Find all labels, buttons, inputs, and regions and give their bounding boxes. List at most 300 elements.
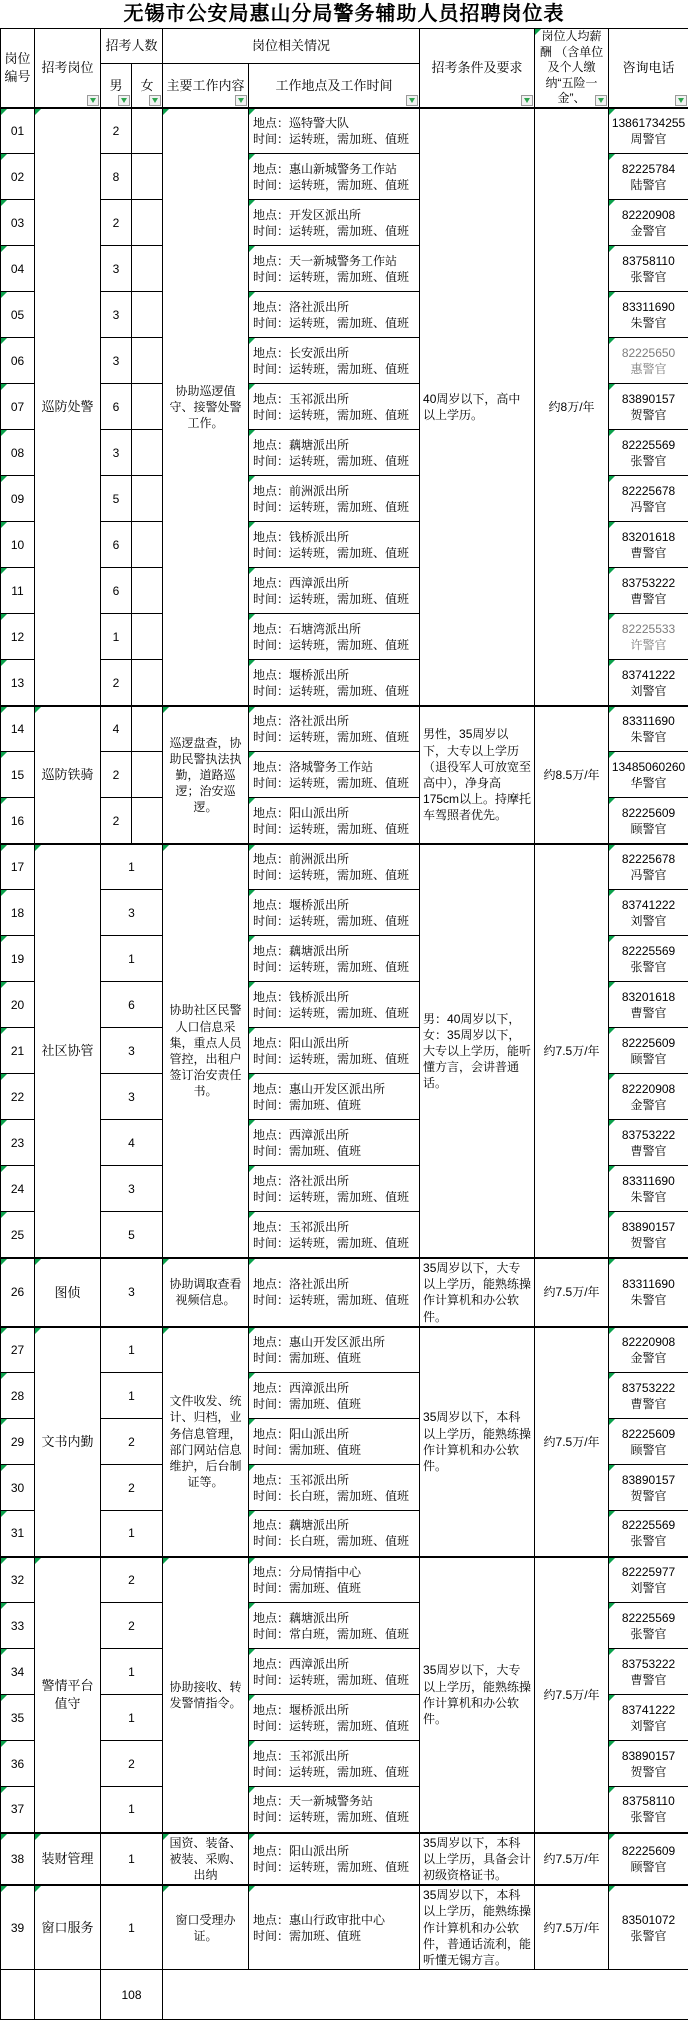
time-line: 时间：运转班，需加班、值班 bbox=[253, 1051, 417, 1067]
phone-number: 83753222 bbox=[611, 575, 686, 591]
col-header-male bbox=[101, 64, 132, 108]
location-time-cell bbox=[249, 1787, 420, 1833]
position-no-cell: 13 bbox=[1, 660, 35, 706]
phone-number: 83753222 bbox=[611, 1127, 686, 1143]
table-body bbox=[1, 108, 688, 1970]
green-corner-icon bbox=[1, 109, 7, 115]
position-no-cell: 16 bbox=[1, 798, 35, 844]
location-line: 地点：堰桥派出所 bbox=[253, 1702, 417, 1718]
location-line: 地点：洛社派出所 bbox=[253, 1276, 417, 1292]
location-line: 地点：玉祁派出所 bbox=[253, 391, 417, 407]
col-header-label: 女 bbox=[141, 78, 154, 93]
filter-dropdown-button[interactable] bbox=[595, 95, 607, 106]
phone-number: 82220908 bbox=[611, 1334, 686, 1350]
recruit-count-cell: 1 bbox=[101, 1511, 163, 1557]
officer-name: 顾警官 bbox=[611, 821, 686, 837]
location-line: 地点：阳山派出所 bbox=[253, 1035, 417, 1051]
phone-number: 83758110 bbox=[611, 1793, 686, 1809]
recruit-count-cell: 2 bbox=[101, 1557, 163, 1603]
requirement-cell: 男：40周岁以下，女：35周岁以下，大专以上学历，能听懂方言，会讲普通话。 bbox=[420, 844, 535, 1258]
location-line: 地点：藕塘派出所 bbox=[253, 1610, 417, 1626]
position-no-cell: 02 bbox=[1, 154, 35, 200]
phone-cell bbox=[609, 568, 688, 614]
green-corner-icon bbox=[609, 1212, 615, 1218]
location-line: 地点：前洲派出所 bbox=[253, 483, 417, 499]
green-corner-icon bbox=[1, 1074, 7, 1080]
green-corner-icon bbox=[249, 890, 255, 896]
time-line: 时间：运转班，需加班、值班 bbox=[253, 1005, 417, 1021]
phone-number: 83201618 bbox=[611, 989, 686, 1005]
male-count-cell: 5 bbox=[101, 476, 132, 522]
female-count-cell bbox=[132, 476, 163, 522]
green-corner-icon bbox=[249, 707, 255, 713]
position-no-cell: 30 bbox=[1, 1465, 35, 1511]
recruit-count-cell: 1 bbox=[101, 1695, 163, 1741]
location-line: 地点：堰桥派出所 bbox=[253, 667, 417, 683]
recruit-count-cell: 3 bbox=[101, 1258, 163, 1327]
location-line: 地点：西漳派出所 bbox=[253, 575, 417, 591]
col-header-label: 工作地点及工作时间 bbox=[276, 78, 393, 93]
green-corner-icon bbox=[249, 1465, 255, 1471]
salary-cell: 约7.5万/年 bbox=[535, 1258, 609, 1327]
salary-cell: 约7.5万/年 bbox=[535, 1327, 609, 1557]
filter-dropdown-button[interactable] bbox=[406, 95, 418, 106]
phone-cell bbox=[609, 1603, 688, 1649]
position-no-cell: 14 bbox=[1, 706, 35, 752]
table-row bbox=[1, 1833, 688, 1886]
total-no-cell bbox=[1, 1970, 35, 2020]
filter-arrow-icon bbox=[524, 98, 530, 103]
col-header-post bbox=[35, 29, 101, 108]
filter-dropdown-button[interactable] bbox=[235, 95, 247, 106]
officer-name: 朱警官 bbox=[611, 1189, 686, 1205]
female-count-cell bbox=[132, 522, 163, 568]
time-line: 时间：运转班，需加班、值班 bbox=[253, 1809, 417, 1825]
location-line: 地点：洛社派出所 bbox=[253, 1173, 417, 1189]
location-time-cell bbox=[249, 1557, 420, 1603]
green-corner-icon bbox=[609, 1603, 615, 1609]
male-count-cell: 3 bbox=[101, 246, 132, 292]
location-time-cell bbox=[249, 1695, 420, 1741]
phone-cell bbox=[609, 476, 688, 522]
green-corner-icon bbox=[609, 200, 615, 206]
green-corner-icon bbox=[609, 1166, 615, 1172]
green-corner-icon bbox=[1, 1558, 7, 1564]
position-no-cell: 01 bbox=[1, 108, 35, 154]
location-line: 地点：玉祁派出所 bbox=[253, 1472, 417, 1488]
green-corner-icon bbox=[1, 845, 7, 851]
col-header-main-work bbox=[163, 64, 249, 108]
location-time-cell bbox=[249, 1166, 420, 1212]
location-line: 地点：阳山派出所 bbox=[253, 1843, 417, 1859]
filter-dropdown-button[interactable] bbox=[87, 95, 99, 106]
phone-cell bbox=[609, 1511, 688, 1557]
requirement-cell: 35周岁以下，本科以上学历，能熟练操作计算机和办公软件。 bbox=[420, 1327, 535, 1557]
male-count-cell: 3 bbox=[101, 338, 132, 384]
location-line: 地点：阳山派出所 bbox=[253, 1426, 417, 1442]
phone-cell bbox=[609, 1833, 688, 1886]
recruitment-table bbox=[0, 28, 688, 2020]
time-line: 时间：运转班，需加班、值班 bbox=[253, 1292, 417, 1308]
location-line: 地点：西漳派出所 bbox=[253, 1656, 417, 1672]
male-count-cell: 2 bbox=[101, 798, 132, 844]
female-count-cell bbox=[132, 614, 163, 660]
officer-name: 陆警官 bbox=[611, 177, 686, 193]
officer-name: 张警官 bbox=[611, 959, 686, 975]
time-line: 时间：需加班、值班 bbox=[253, 1928, 417, 1944]
time-line: 时间：运转班，需加班、值班 bbox=[253, 1235, 417, 1251]
officer-name: 顾警官 bbox=[611, 1442, 686, 1458]
phone-cell bbox=[609, 1212, 688, 1258]
col-header-label: 男 bbox=[109, 78, 122, 93]
phone-cell bbox=[609, 1557, 688, 1603]
officer-name: 贺警官 bbox=[611, 407, 686, 423]
green-corner-icon bbox=[1, 1741, 7, 1747]
phone-cell bbox=[609, 706, 688, 752]
position-no-cell: 33 bbox=[1, 1603, 35, 1649]
green-corner-icon bbox=[609, 1695, 615, 1701]
time-line: 时间：运转班，需加班、值班 bbox=[253, 453, 417, 469]
location-line: 地点：玉祁派出所 bbox=[253, 1748, 417, 1764]
phone-number: 82225977 bbox=[611, 1564, 686, 1580]
position-no-cell: 07 bbox=[1, 384, 35, 430]
phone-number: 82225533 bbox=[611, 621, 686, 637]
recruit-count-cell: 1 bbox=[101, 844, 163, 890]
officer-name: 朱警官 bbox=[611, 315, 686, 331]
phone-number: 13485060260 bbox=[611, 759, 686, 775]
time-line: 时间：长白班，需加班、值班 bbox=[253, 1533, 417, 1549]
filter-dropdown-button[interactable] bbox=[118, 95, 130, 106]
work-content-cell: 协助社区民警人口信息采集，重点人员管控，出租户签订治安责任书。 bbox=[163, 844, 249, 1258]
green-corner-icon bbox=[609, 292, 615, 298]
position-no-cell: 17 bbox=[1, 844, 35, 890]
female-count-cell bbox=[132, 706, 163, 752]
recruit-count-cell: 1 bbox=[101, 1373, 163, 1419]
male-count-cell: 2 bbox=[101, 752, 132, 798]
location-line: 地点：长安派出所 bbox=[253, 345, 417, 361]
phone-cell bbox=[609, 982, 688, 1028]
phone-cell bbox=[609, 246, 688, 292]
location-time-cell bbox=[249, 246, 420, 292]
work-content-cell: 协助巡逻值守、接警处警工作。 bbox=[163, 108, 249, 706]
position-no-cell: 22 bbox=[1, 1074, 35, 1120]
location-line: 地点：藕塘派出所 bbox=[253, 437, 417, 453]
green-corner-icon bbox=[1, 936, 7, 942]
green-corner-icon bbox=[35, 1834, 41, 1840]
phone-number: 82225678 bbox=[611, 483, 686, 499]
location-line: 地点：藕塘派出所 bbox=[253, 943, 417, 959]
time-line: 时间：运转班，需加班、值班 bbox=[253, 131, 417, 147]
green-corner-icon bbox=[1, 1166, 7, 1172]
location-time-cell bbox=[249, 936, 420, 982]
officer-name: 冯警官 bbox=[611, 499, 686, 515]
green-corner-icon bbox=[1, 522, 7, 528]
officer-name: 张警官 bbox=[611, 269, 686, 285]
post-category-cell: 巡防处警 bbox=[35, 108, 101, 706]
table-row bbox=[1, 108, 688, 154]
phone-cell bbox=[609, 292, 688, 338]
table-row bbox=[1, 844, 688, 890]
recruit-count-cell: 3 bbox=[101, 1074, 163, 1120]
male-count-cell: 6 bbox=[101, 568, 132, 614]
time-line: 时间：运转班，需加班、值班 bbox=[253, 821, 417, 837]
location-time-cell bbox=[249, 292, 420, 338]
green-corner-icon bbox=[1, 1259, 7, 1265]
requirement-cell: 35周岁以下，大专以上学历，能熟练操作计算机和办公软件。 bbox=[420, 1557, 535, 1833]
location-time-cell bbox=[249, 1465, 420, 1511]
green-corner-icon bbox=[609, 1787, 615, 1793]
col-header-recruit-count bbox=[101, 29, 163, 64]
position-no-cell: 37 bbox=[1, 1787, 35, 1833]
green-corner-icon bbox=[609, 430, 615, 436]
officer-name: 金警官 bbox=[611, 1097, 686, 1113]
green-corner-icon bbox=[35, 109, 41, 115]
time-line: 时间：运转班，需加班、值班 bbox=[253, 407, 417, 423]
position-no-cell: 18 bbox=[1, 890, 35, 936]
phone-number: 82225784 bbox=[611, 161, 686, 177]
green-corner-icon bbox=[249, 338, 255, 344]
location-time-cell bbox=[249, 1649, 420, 1695]
filter-dropdown-button[interactable] bbox=[675, 95, 687, 106]
green-corner-icon bbox=[249, 109, 255, 115]
col-header-label: 岗位编号 bbox=[4, 51, 30, 84]
green-corner-icon bbox=[1, 1834, 7, 1840]
position-no-cell: 29 bbox=[1, 1419, 35, 1465]
position-no-cell: 05 bbox=[1, 292, 35, 338]
location-time-cell bbox=[249, 384, 420, 430]
phone-number: 82225609 bbox=[611, 1426, 686, 1442]
officer-name: 顾警官 bbox=[611, 1859, 686, 1875]
green-corner-icon bbox=[609, 1886, 615, 1892]
green-corner-icon bbox=[249, 1649, 255, 1655]
time-line: 时间：运转班，需加班、值班 bbox=[253, 223, 417, 239]
col-header-location-time bbox=[249, 64, 420, 108]
officer-name: 张警官 bbox=[611, 1626, 686, 1642]
phone-number: 83890157 bbox=[611, 1472, 686, 1488]
green-corner-icon bbox=[1, 1028, 7, 1034]
location-time-cell bbox=[249, 1258, 420, 1327]
work-content-cell: 巡逻盘查，协助民警执法执勤，道路巡逻；治安巡逻。 bbox=[163, 706, 249, 844]
position-no-cell: 39 bbox=[1, 1885, 35, 1969]
position-no-cell: 28 bbox=[1, 1373, 35, 1419]
recruit-count-cell: 1 bbox=[101, 1833, 163, 1886]
female-count-cell bbox=[132, 660, 163, 706]
officer-name: 刘警官 bbox=[611, 1718, 686, 1734]
work-content-cell: 协助接收、转发警情指令。 bbox=[163, 1557, 249, 1833]
table-row bbox=[1, 706, 688, 752]
green-corner-icon bbox=[35, 1259, 41, 1265]
location-line: 地点：惠山开发区派出所 bbox=[253, 1081, 417, 1097]
time-line: 时间：长白班，需加班、值班 bbox=[253, 1488, 417, 1504]
table-footer bbox=[1, 1970, 688, 2020]
green-corner-icon bbox=[1, 1465, 7, 1471]
green-corner-icon bbox=[249, 292, 255, 298]
phone-cell bbox=[609, 1649, 688, 1695]
location-time-cell bbox=[249, 706, 420, 752]
recruit-count-cell: 4 bbox=[101, 1120, 163, 1166]
green-corner-icon bbox=[249, 384, 255, 390]
table-row bbox=[1, 1258, 688, 1327]
green-corner-icon bbox=[1, 1511, 7, 1517]
officer-name: 张警官 bbox=[611, 453, 686, 469]
location-line: 地点：钱桥派出所 bbox=[253, 529, 417, 545]
time-line: 时间：运转班，需加班、值班 bbox=[253, 177, 417, 193]
phone-number: 83311690 bbox=[611, 713, 686, 729]
phone-number: 82225609 bbox=[611, 805, 686, 821]
location-line: 地点：前洲派出所 bbox=[253, 851, 417, 867]
female-count-cell bbox=[132, 246, 163, 292]
phone-cell bbox=[609, 1465, 688, 1511]
phone-cell bbox=[609, 844, 688, 890]
green-corner-icon bbox=[163, 1558, 169, 1564]
green-corner-icon bbox=[249, 936, 255, 942]
green-corner-icon bbox=[1, 476, 7, 482]
location-time-cell bbox=[249, 614, 420, 660]
officer-name: 金警官 bbox=[611, 223, 686, 239]
recruit-count-cell: 1 bbox=[101, 936, 163, 982]
location-line: 地点：天一新城警务站 bbox=[253, 1793, 417, 1809]
green-corner-icon bbox=[1, 568, 7, 574]
recruit-count-cell: 3 bbox=[101, 1028, 163, 1074]
time-line: 时间：运转班，需加班、值班 bbox=[253, 775, 417, 791]
position-no-cell: 38 bbox=[1, 1833, 35, 1886]
requirement-cell: 35周岁以下，本科以上学历，具备会计初级资格证书。 bbox=[420, 1833, 535, 1886]
requirement-cell: 男性，35周岁以下，大专以上学历（退役军人可放宽至高中），净身高175cm以上。持摩托车驾照者优先。 bbox=[420, 706, 535, 844]
male-count-cell: 2 bbox=[101, 660, 132, 706]
location-time-cell bbox=[249, 522, 420, 568]
time-line: 时间：需加班、值班 bbox=[253, 1097, 417, 1113]
green-corner-icon bbox=[249, 1166, 255, 1172]
col-header-label: 招考条件及要求 bbox=[432, 60, 523, 75]
phone-cell bbox=[609, 522, 688, 568]
green-corner-icon bbox=[1, 707, 7, 713]
green-corner-icon bbox=[163, 109, 169, 115]
time-line: 时间：运转班，需加班、值班 bbox=[253, 591, 417, 607]
filter-dropdown-button[interactable] bbox=[521, 95, 533, 106]
table-header bbox=[1, 29, 688, 108]
location-time-cell bbox=[249, 1741, 420, 1787]
recruit-count-cell: 6 bbox=[101, 982, 163, 1028]
green-corner-icon bbox=[249, 1373, 255, 1379]
recruit-count-cell: 1 bbox=[101, 1885, 163, 1969]
location-time-cell bbox=[249, 1885, 420, 1969]
post-category-cell: 警情平台值守 bbox=[35, 1557, 101, 1833]
green-corner-icon bbox=[249, 1787, 255, 1793]
phone-number: 83311690 bbox=[611, 1276, 686, 1292]
location-line: 地点：巡特警大队 bbox=[253, 115, 417, 131]
salary-cell: 约7.5万/年 bbox=[535, 1557, 609, 1833]
phone-number: 82225569 bbox=[611, 1610, 686, 1626]
col-header-label: 岗位人均薪酬 （含单位及个人缴纳“五险一金”、 bbox=[540, 29, 603, 105]
time-line: 时间：常白班，需加班、值班 bbox=[253, 1626, 417, 1642]
phone-cell bbox=[609, 614, 688, 660]
position-no-cell: 36 bbox=[1, 1741, 35, 1787]
green-corner-icon bbox=[35, 707, 41, 713]
male-count-cell: 1 bbox=[101, 614, 132, 660]
time-line: 时间：运转班，需加班、值班 bbox=[253, 499, 417, 515]
green-corner-icon bbox=[609, 798, 615, 804]
green-corner-icon bbox=[1, 752, 7, 758]
green-corner-icon bbox=[609, 1259, 615, 1265]
phone-cell bbox=[609, 1120, 688, 1166]
green-corner-icon bbox=[1, 1787, 7, 1793]
location-time-cell bbox=[249, 476, 420, 522]
location-time-cell bbox=[249, 1511, 420, 1557]
page-title: 无锡市公安局惠山分局警务辅助人员招聘岗位表 bbox=[0, 0, 688, 28]
phone-cell bbox=[609, 660, 688, 706]
recruit-count-cell: 2 bbox=[101, 1465, 163, 1511]
green-corner-icon bbox=[249, 1120, 255, 1126]
position-no-cell: 19 bbox=[1, 936, 35, 982]
phone-cell bbox=[609, 200, 688, 246]
green-corner-icon bbox=[249, 1074, 255, 1080]
green-corner-icon bbox=[163, 1834, 169, 1840]
recruit-count-cell: 1 bbox=[101, 1327, 163, 1373]
phone-number: 83311690 bbox=[611, 299, 686, 315]
female-count-cell bbox=[132, 338, 163, 384]
work-content-cell: 文件收发、统计、归档，业务信息管理，部门网站信息维护，后台制证等。 bbox=[163, 1327, 249, 1557]
filter-dropdown-button[interactable] bbox=[149, 95, 161, 106]
green-corner-icon bbox=[249, 1511, 255, 1517]
filter-arrow-icon bbox=[121, 98, 127, 103]
phone-cell bbox=[609, 154, 688, 200]
time-line: 时间：运转班，需加班、值班 bbox=[253, 1764, 417, 1780]
time-line: 时间：运转班，需加班、值班 bbox=[253, 361, 417, 377]
salary-cell: 约8.5万/年 bbox=[535, 706, 609, 844]
green-corner-icon bbox=[609, 154, 615, 160]
phone-number: 83890157 bbox=[611, 391, 686, 407]
green-corner-icon bbox=[1, 1419, 7, 1425]
green-corner-icon bbox=[609, 982, 615, 988]
phone-number: 82225569 bbox=[611, 943, 686, 959]
officer-name: 曹警官 bbox=[611, 545, 686, 561]
filter-arrow-icon bbox=[238, 98, 244, 103]
green-corner-icon bbox=[163, 1328, 169, 1334]
position-no-cell: 11 bbox=[1, 568, 35, 614]
green-corner-icon bbox=[1, 430, 7, 436]
officer-name: 曹警官 bbox=[611, 591, 686, 607]
phone-cell bbox=[609, 108, 688, 154]
position-no-cell: 08 bbox=[1, 430, 35, 476]
green-corner-icon bbox=[249, 1212, 255, 1218]
location-line: 地点：洛社派出所 bbox=[253, 299, 417, 315]
phone-number: 82220908 bbox=[611, 207, 686, 223]
green-corner-icon bbox=[249, 982, 255, 988]
green-corner-icon bbox=[249, 476, 255, 482]
location-time-cell bbox=[249, 1028, 420, 1074]
location-line: 地点：堰桥派出所 bbox=[253, 897, 417, 913]
officer-name: 曹警官 bbox=[611, 1005, 686, 1021]
green-corner-icon bbox=[609, 890, 615, 896]
phone-number: 82220908 bbox=[611, 1081, 686, 1097]
phone-number: 83201618 bbox=[611, 529, 686, 545]
filter-arrow-icon bbox=[90, 98, 96, 103]
green-corner-icon bbox=[249, 1028, 255, 1034]
location-line: 地点：天一新城警务工作站 bbox=[253, 253, 417, 269]
filter-arrow-icon bbox=[152, 98, 158, 103]
recruit-count-cell: 5 bbox=[101, 1212, 163, 1258]
green-corner-icon bbox=[1, 1373, 7, 1379]
time-line: 时间：运转班，需加班、值班 bbox=[253, 545, 417, 561]
green-corner-icon bbox=[1, 1120, 7, 1126]
green-corner-icon bbox=[249, 1419, 255, 1425]
location-line: 地点：洛社派出所 bbox=[253, 713, 417, 729]
position-no-cell: 04 bbox=[1, 246, 35, 292]
green-corner-icon bbox=[249, 1834, 255, 1840]
green-corner-icon bbox=[609, 476, 615, 482]
post-category-cell: 巡防铁骑 bbox=[35, 706, 101, 844]
green-corner-icon bbox=[1, 982, 7, 988]
